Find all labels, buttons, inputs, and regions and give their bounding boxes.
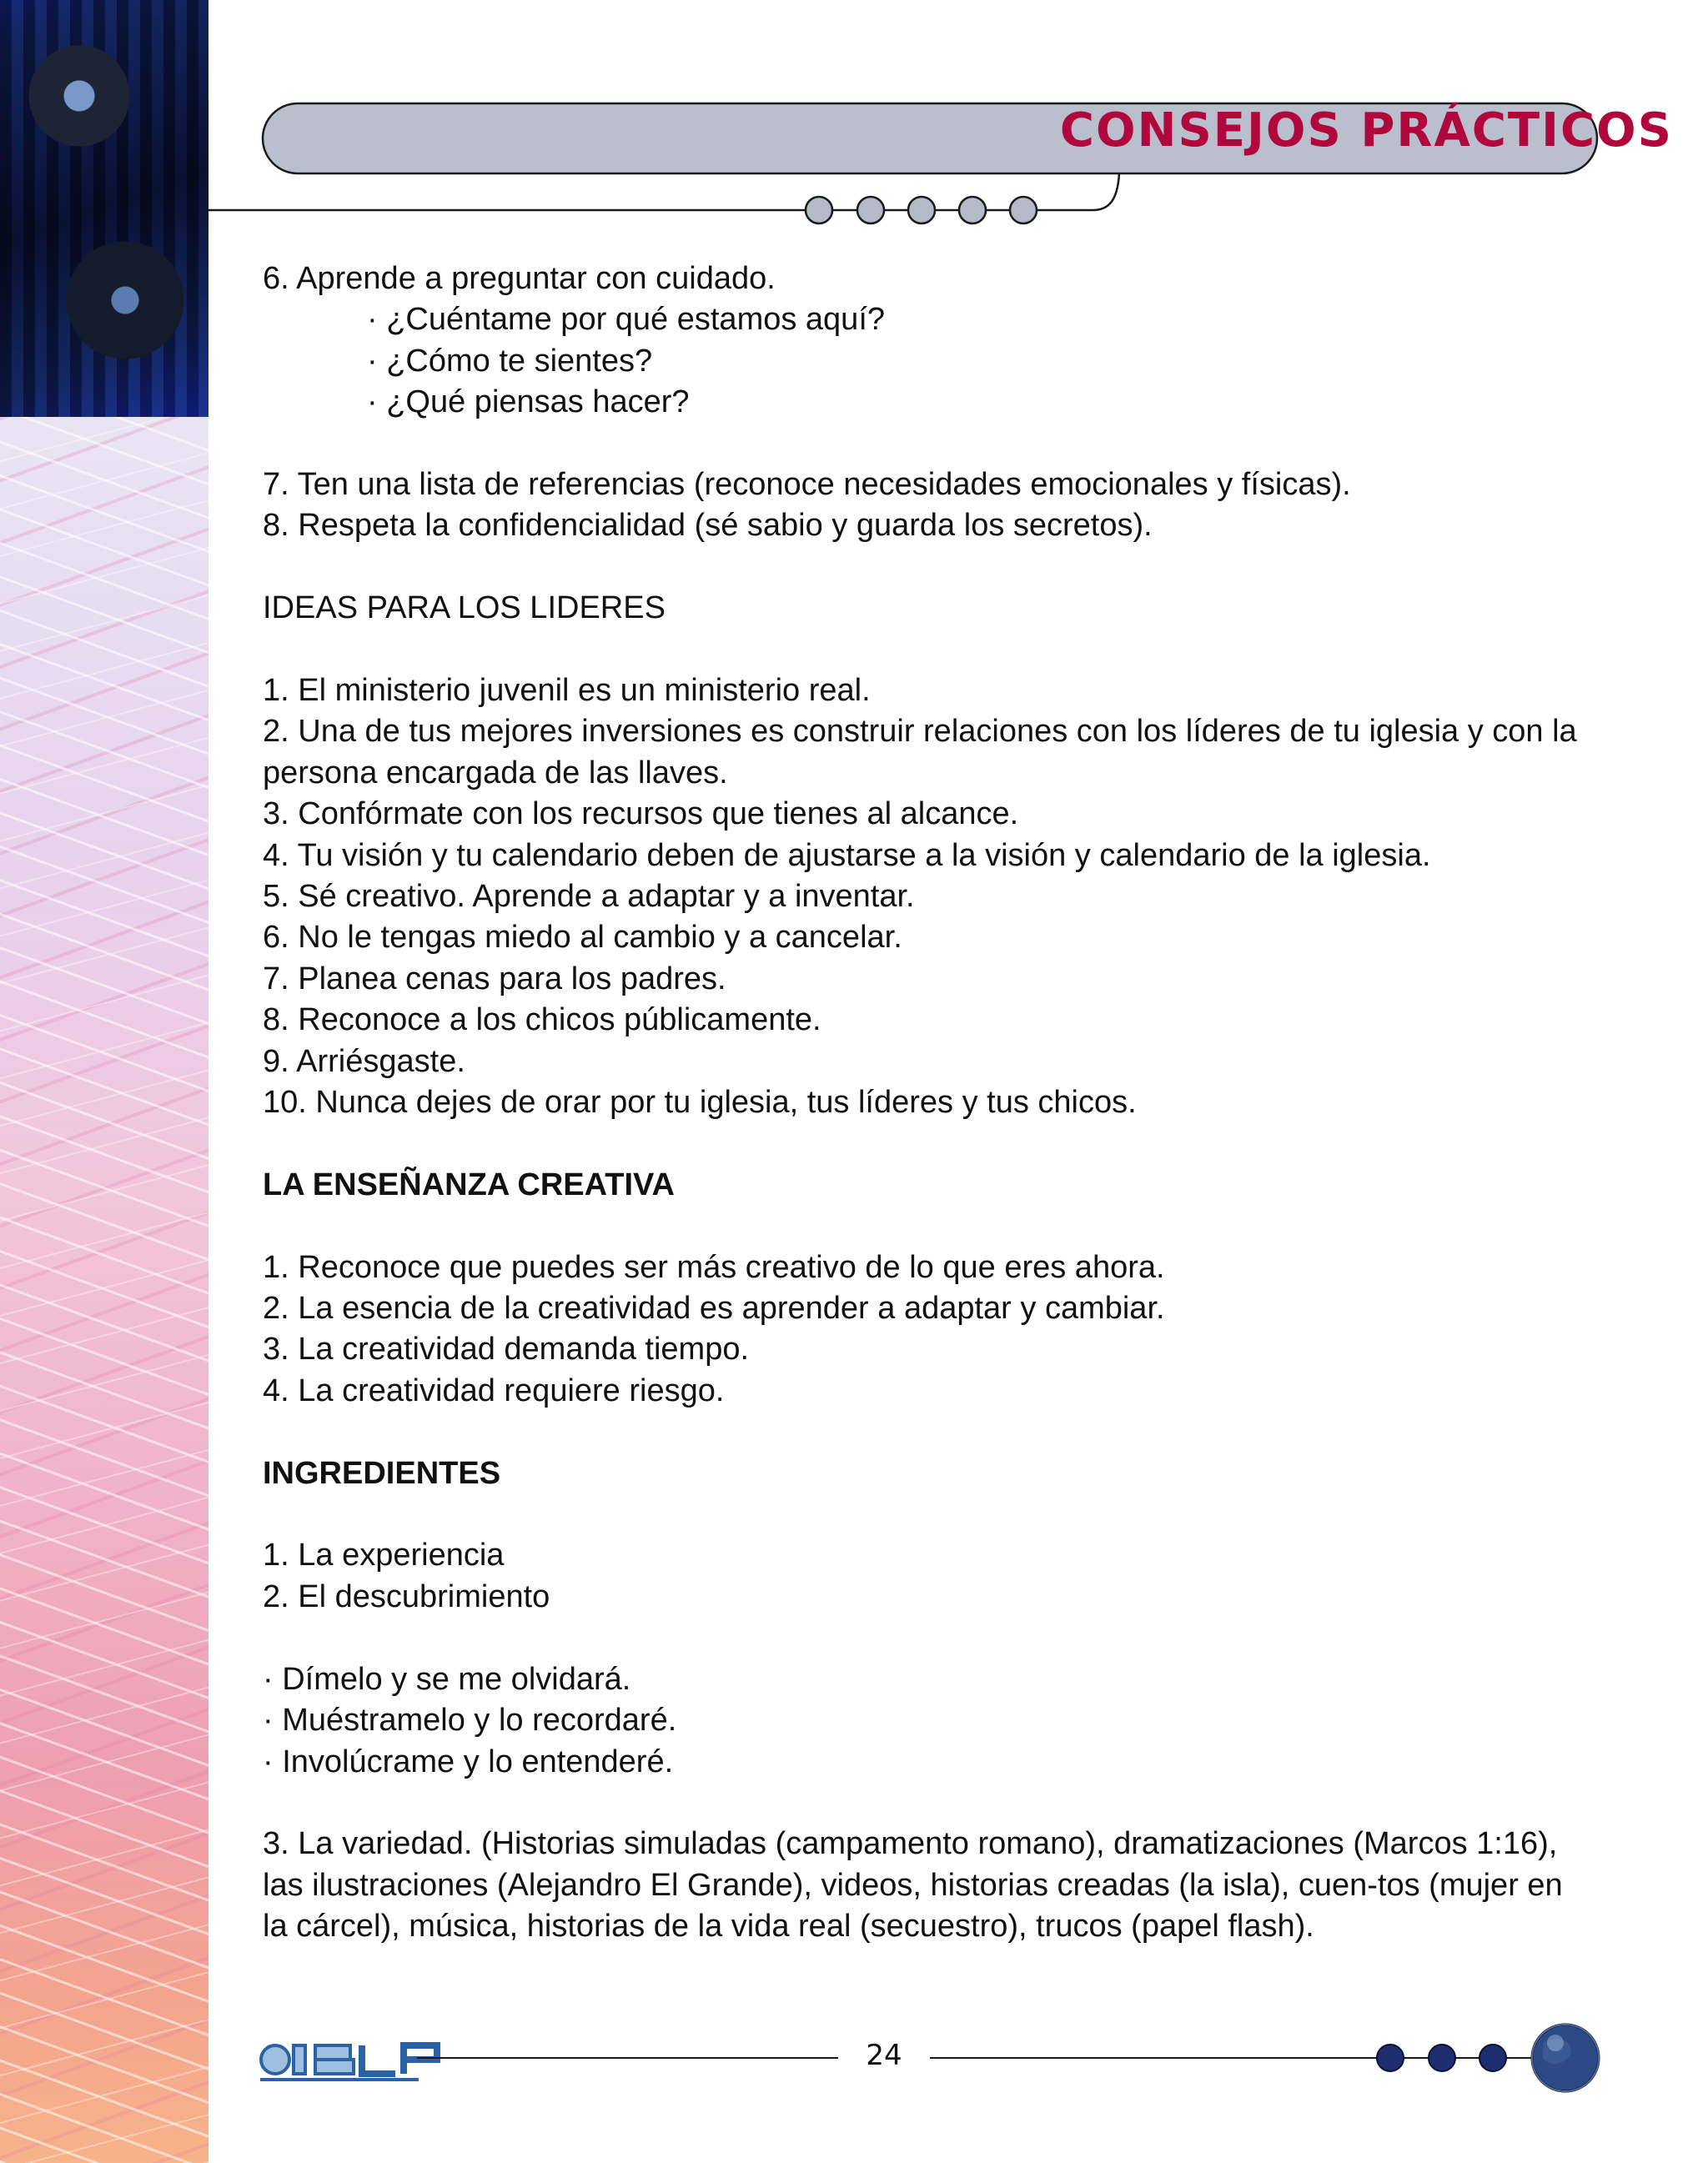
list-item: 1. La experiencia <box>263 1538 505 1573</box>
section-heading-ideas: IDEAS PARA LOS LIDERES <box>263 590 666 626</box>
header-dot <box>959 197 986 223</box>
bullet-item: · Involúcrame y lo entenderé. <box>263 1744 674 1779</box>
header-dot <box>908 197 935 223</box>
header-dot <box>806 197 832 223</box>
variedad-paragraph: 3. La variedad. (Historias simuladas (campamento romano), dramatizaciones (Marcos 1:16), las ilustraciones (Alejandro El Grande), videos, historias creadas (la isla), cuen-tos (mujer en la cárcel), música, historias de la vida real (secuestro), trucos (papel flash). <box>263 1826 1563 1945</box>
list-item: 3. Confórmate con los recursos que tienes al alcance. <box>263 796 1019 832</box>
list-item: 8. Reconoce a los chicos públicamente. <box>263 1002 821 1038</box>
question-item: · ¿Cómo te sientes? <box>367 343 653 379</box>
list-item: 6. No le tengas miedo al cambio y a cancelar. <box>263 920 902 956</box>
section-heading-ensenanza: LA ENSEÑANZA CREATIVA <box>263 1167 675 1202</box>
globe-icon <box>1532 2025 1599 2091</box>
list-item: 7. Planea cenas para los padres. <box>263 961 726 996</box>
footer-dot <box>1377 2045 1404 2071</box>
list-item: 9. Arriésgaste. <box>263 1043 465 1079</box>
left-decorative-strip <box>0 0 208 2163</box>
gears-image <box>0 0 208 417</box>
item-heading: 6. Aprende a preguntar con cuidado. <box>263 261 776 296</box>
header-dot <box>1010 197 1037 223</box>
section-heading-ingredientes: INGREDIENTES <box>263 1455 501 1491</box>
list-item: 4. Tu visión y tu calendario deben de ajustarse a la visión y calendario de la iglesia. <box>263 837 1431 873</box>
iblp-logo-icon <box>260 2045 437 2081</box>
list-item: 8. Respeta la confidencialidad (sé sabio y guarda los secretos). <box>263 508 1153 544</box>
document-body <box>263 258 1580 1948</box>
question-item: · ¿Qué piensas hacer? <box>367 384 690 420</box>
list-item: 2. La esencia de la creatividad es aprender a adaptar y cambiar. <box>263 1291 1165 1327</box>
footer-dot <box>1479 2045 1506 2071</box>
header-dot <box>857 197 884 223</box>
footer-dot <box>1429 2045 1455 2071</box>
list-item: 3. La creatividad demanda tiempo. <box>263 1332 750 1368</box>
list-item: 4. La creatividad requiere riesgo. <box>263 1373 725 1408</box>
page-title: CONSEJOS PRÁCTICOS <box>1059 103 1673 158</box>
footer-dots <box>1377 2045 1506 2071</box>
list-item: 2. El descubrimiento <box>263 1578 550 1614</box>
list-item: 10. Nunca dejes de orar por tu iglesia, tus líderes y tus chicos. <box>263 1085 1137 1121</box>
list-item: 1. Reconoce que puedes ser más creativo de lo que eres ahora. <box>263 1249 1165 1285</box>
list-item: 2. Una de tus mejores inversiones es construir relaciones con los líderes de tu iglesia y con la persona encargada de las llaves. <box>263 714 1577 790</box>
page-number: 24 <box>866 2039 902 2072</box>
bullet-item: · Muéstramelo y lo recordaré. <box>263 1703 677 1739</box>
list-item: 1. El ministerio juvenil es un ministerio real. <box>263 673 871 709</box>
light-streaks-background <box>0 417 208 2163</box>
list-item: 7. Ten una lista de referencias (reconoce necesidades emocionales y físicas). <box>263 467 1351 503</box>
question-item: · ¿Cuéntame por qué estamos aquí? <box>367 302 886 338</box>
bullet-item: · Dímelo y se me olvidará. <box>263 1661 631 1697</box>
list-item: 5. Sé creativo. Aprende a adaptar y a inventar. <box>263 879 915 915</box>
